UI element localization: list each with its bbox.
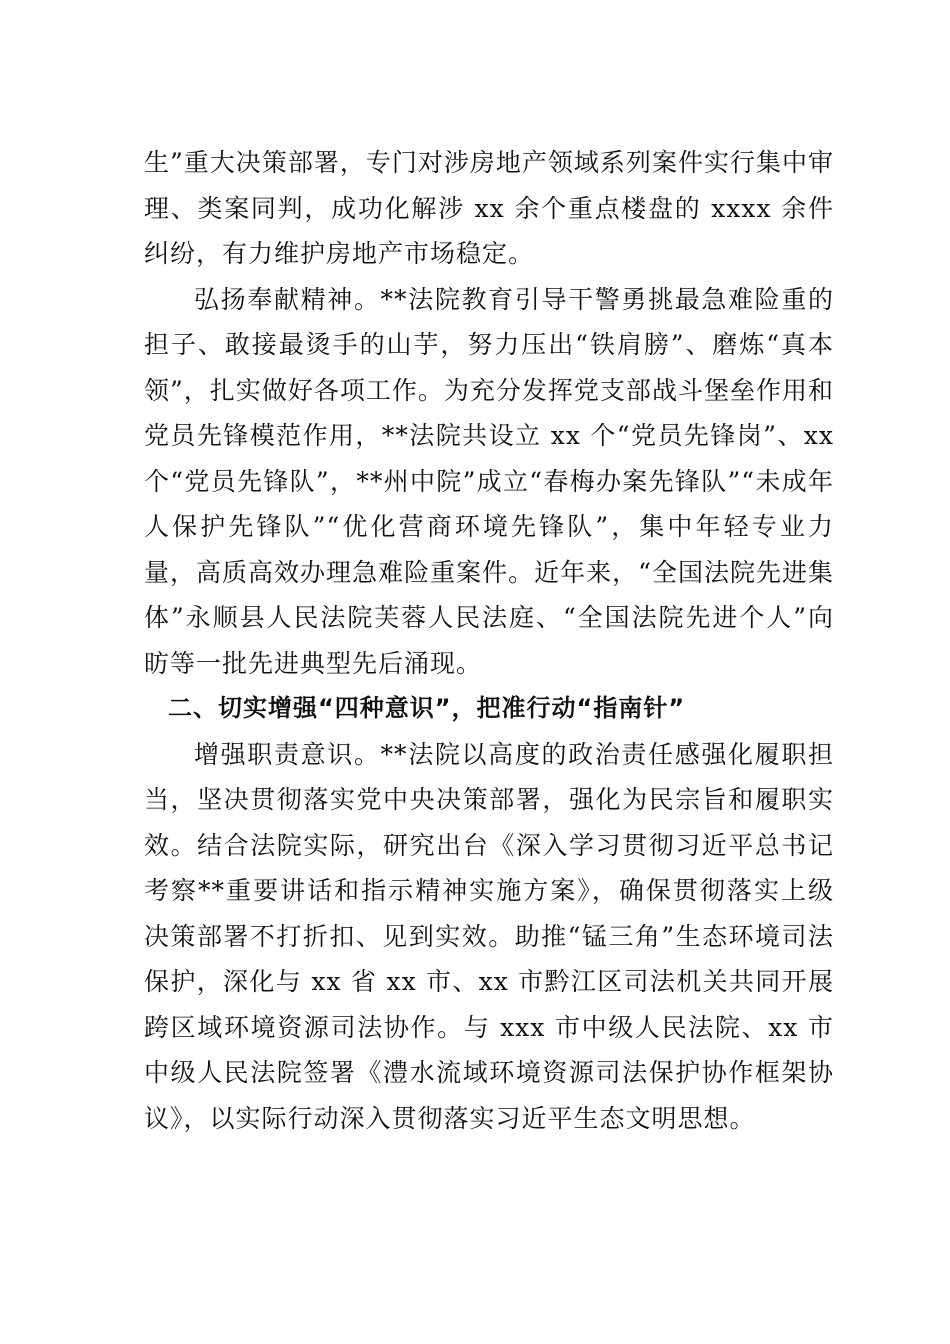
paragraph-responsibility-awareness: 增强职责意识。**法院以高度的政治责任感强化履职担当，坚决贯彻落实党中央决策部署，强化为民宗旨和履职实效。结合法院实际，研究出台《深入学习贯彻习近平总书记考察**重要讲话和指示精神实施方案》，确保贯彻落实上级决策部署不打折扣、见到实效。助推“锰三角”生态环境司法保护，深化与 xx 省 xx 市、xx 市黔江区司法机关共同开展跨区域环境资源司法协作。与 xxx 市中级人民法院、xx 市中级人民法院签署《澧水流域环境资源司法保护协作框架协议》，以实际行动深入贯彻落实习近平生态文明思想。 bbox=[144, 739, 834, 1133]
paragraph-dedication-spirit: 弘扬奉献精神。**法院教育引导干警勇挑最急难险重的担子、敢接最烫手的山芋，努力压出“铁肩膀”、磨炼“真本领”，扎实做好各项工作。为充分发挥党支部战斗堡垒作用和党员先锋模范作用，**法院共设立 xx 个“党员先锋岗”、xx 个“党员先锋队”，**州中院”成立“春梅办案先锋队”“未成年人保护先锋队”“优化营商环境先锋队”，集中年轻专业力量，高质高效办理急难险重案件。近年来，“全国法院先进集体”永顺县人民法院芙蓉人民法庭、“全国法院先进个人”向昉等一批先进典型先后涌现。 bbox=[144, 284, 834, 678]
document-body bbox=[144, 140, 834, 1141]
paragraph-continued: 生”重大决策部署，专门对涉房地产领域系列案件实行集中审理、类案同判，成功化解涉 xx 余个重点楼盘的 xxxx 余件纠纷，有力维护房地产市场稳定。 bbox=[144, 148, 834, 268]
section-heading-two: 二、切实增强“四种意识”，把准行动“指南针” bbox=[168, 694, 686, 722]
